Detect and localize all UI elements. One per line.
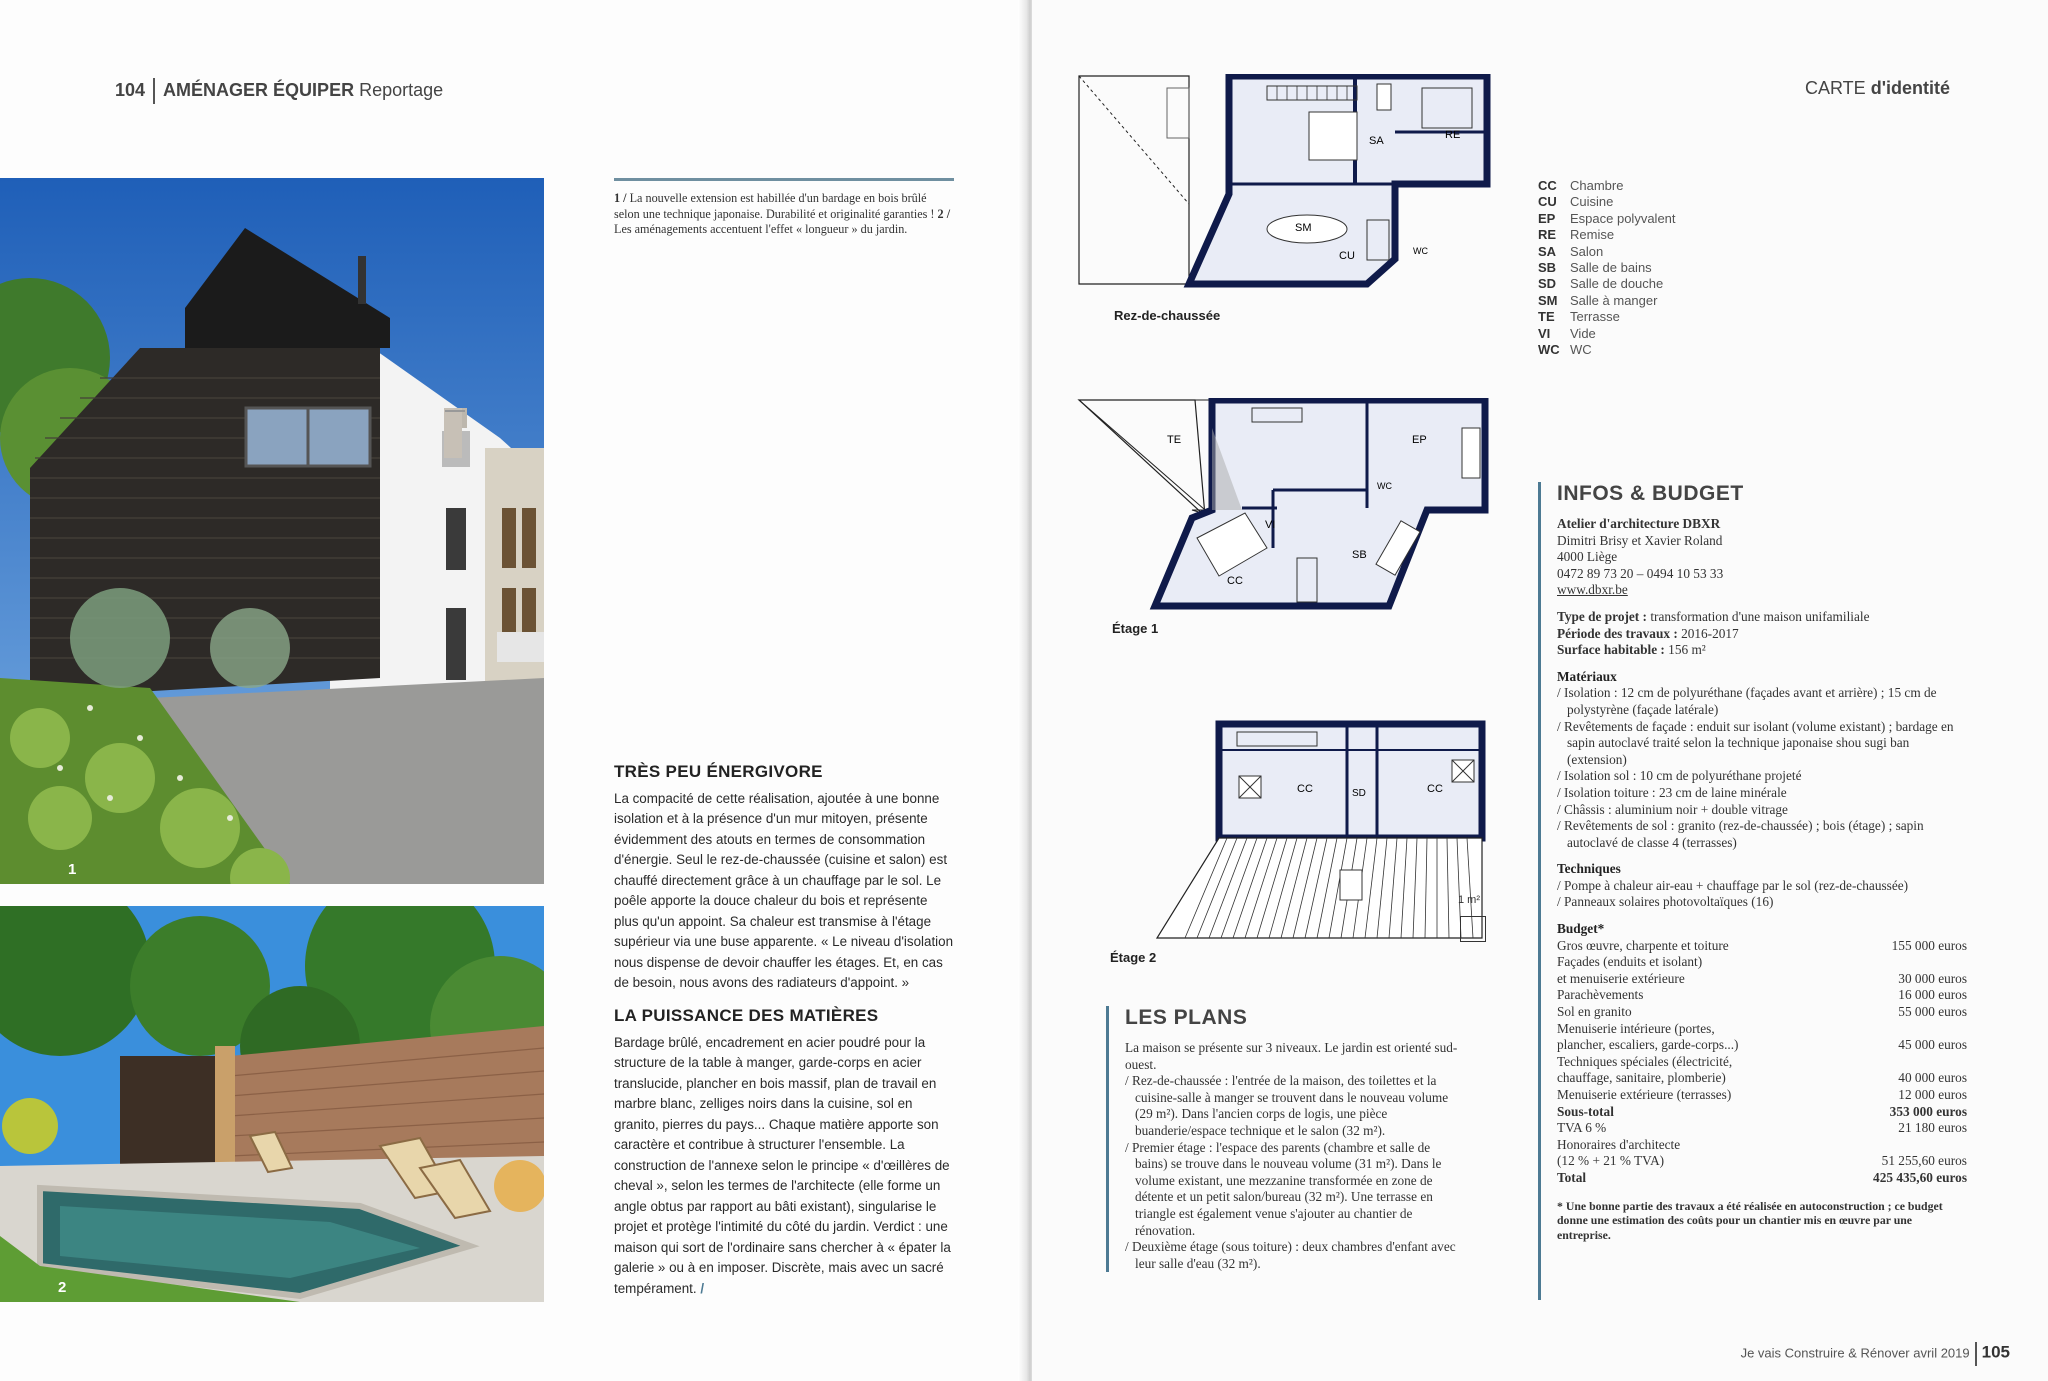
- caption-text-1: La nouvelle extension est habillée d'un bardage en bois brûlé selon une technique japonaise. Durabilité et originalité garanties !: [614, 191, 938, 221]
- budget-amount: 12 000 euros: [1898, 1087, 1967, 1102]
- budget-label: Façades (enduits et isolant): [1557, 954, 1703, 970]
- legend-label: Salon: [1570, 243, 1604, 259]
- techniques-item: / Pompe à chaleur air-eau + chauffage par le sol (rez-de-chaussée): [1557, 877, 1909, 893]
- techniques-item-text: Pompe à chaleur air-eau + chauffage par le sol (rez-de-chaussée): [1564, 877, 1909, 893]
- budget-row: [1557, 1037, 1967, 1054]
- photo-house-exterior: [0, 178, 544, 884]
- section-text-energy: La compacité de cette réalisation, ajoutée à une bonne isolation et à la présence d'un mur mitoyen, présente évidemment des atouts en termes de consommation d'énergie. Seul le rez-de-chaussée (cuisine et salon) est chauffé directement grâce à un chauffage par le sol. Le poêle apporte la douce chaleur du bois et représente plus qu'un appoint. Sa chaleur est transmise à l'étage supérieur via une buse apparente. « Le niveau d'isolation nous dispense de devoir chauffer les étages. Et, en cas de besoin, nous avons des radiateurs d'appoint. »: [614, 790, 954, 990]
- plan-label-ground: Rez-de-chaussée: [1114, 308, 1221, 323]
- techniques-item-text: Panneaux solaires photovoltaïques (16): [1564, 894, 1774, 910]
- section-text-materials: [614, 1033, 954, 1300]
- architect-city: 4000 Liège: [1557, 549, 1618, 565]
- plans-item-text: Deuxième étage (sous toiture) : deux chambres d'enfant avec leur salle d'eau (32 m²).: [1132, 1239, 1456, 1271]
- photo-caption: [614, 178, 954, 238]
- plans-item-text: Rez-de-chaussée : l'entrée de la maison, des toilettes et la cuisine-salle à manger se trouvent dans le nouveau volume (29 m²). Dans l'ancien corps de logis, une pièce buanderie/espace technique et le salon (32 m²).: [1132, 1073, 1449, 1138]
- legend-row: [1538, 194, 1676, 210]
- budget-label: Menuiserie extérieure (terrasses): [1557, 1087, 1732, 1102]
- header-section: AMÉNAGER ÉQUIPER: [163, 79, 355, 100]
- architect-block: [1557, 516, 1967, 599]
- photo-number: 1: [68, 861, 77, 878]
- budget-amount: 155 000 euros: [1891, 937, 1967, 953]
- plan-floor-2: [1077, 720, 1497, 945]
- legend-row: [1538, 227, 1676, 243]
- caption-text-2: Les aménagements accentuent l'effet « longueur » du jardin.: [614, 222, 908, 237]
- photo-number: 2: [58, 1279, 67, 1296]
- budget-label: Sol en granito: [1557, 1004, 1632, 1020]
- plans-item-text: Premier étage : l'espace des parents (chambre et salle de bains) se trouve dans le nouveau volume (31 m²). Dans le volume existant, une mezzanine transformée en zone de détente et un petit salon/bureau (32 m²). Une terrasse en triangle est également venue s'ajouter au chantier de rénovation.: [1132, 1139, 1442, 1238]
- right-page-number: 105: [1981, 1342, 2010, 1362]
- legend-label: Terrasse: [1570, 309, 1620, 325]
- header-subsection: Reportage: [359, 79, 444, 100]
- budget-row: [1557, 938, 1967, 955]
- budget-row: [1557, 1004, 1967, 1021]
- materials-item: / Revêtements de façade : enduit sur isolant (volume existant) ; bardage en sapin autoclavé traité selon la technique japonaise shou sugi ban (extension): [1557, 718, 1954, 767]
- budget-label: Menuiserie intérieure (portes,: [1557, 1020, 1715, 1036]
- budget-label: Parachèvements: [1557, 987, 1644, 1003]
- budget-row: [1557, 987, 1967, 1004]
- materials-item-text: Isolation sol : 10 cm de polyuréthane projeté: [1564, 768, 1802, 784]
- legend-code: SM: [1538, 292, 1558, 308]
- legend-code: TE: [1538, 309, 1555, 325]
- project-surface-value: 156 m²: [1664, 642, 1706, 658]
- plan-ground-floor: [1077, 74, 1497, 294]
- budget-amount: 425 435,60 euros: [1873, 1169, 1967, 1185]
- materials-item: / Châssis : aluminium noir + double vitrage: [1557, 801, 1788, 817]
- room-label-wc: WC: [1413, 246, 1428, 256]
- budget-amount: 353 000 euros: [1889, 1103, 1967, 1119]
- legend-row: [1538, 276, 1676, 292]
- legend-label: Salle à manger: [1570, 292, 1658, 308]
- budget-row: [1557, 1087, 1967, 1104]
- budget-amount: 16 000 euros: [1898, 987, 1967, 1003]
- project-type-label: Type de projet :: [1557, 608, 1647, 624]
- plan-label-floor-1: Étage 1: [1112, 621, 1159, 636]
- room-label-cc-2a: CC: [1297, 783, 1313, 795]
- budget-label: (12 % + 21 % TVA): [1557, 1153, 1665, 1169]
- legend-label: Remise: [1570, 227, 1615, 243]
- legend-row: [1538, 342, 1676, 358]
- materials-item: / Isolation : 12 cm de polyuréthane (façades avant et arrière) ; 15 cm de polystyrène (façade latérale): [1557, 685, 1937, 717]
- legend-code: SB: [1538, 260, 1557, 276]
- legend-code: CU: [1538, 194, 1557, 210]
- infos-title: INFOS & BUDGET: [1557, 482, 1744, 505]
- left-page-number: 104: [115, 79, 146, 100]
- legend-label: Cuisine: [1570, 194, 1614, 210]
- room-label-sb: SB: [1352, 549, 1367, 561]
- section-text-materials-body: Bardage brûlé, encadrement en acier poudré pour la structure de la table à manger, garde-corps en acier translucide, plancher en bois massif, plan de travail en marbre blanc, zelliges noirs dans la cuisine, sol en granito, pierres du pays... Chaque matière apporte son caractère et contribue à structurer l'ensemble. La construction de l'annexe selon le principe « d'œillères de cheval », selon les termes de l'architecte (elle forme un angle obtus par rapport au bâti existant), singularise le projet et protège l'intimité du côté du jardin. Verdict : une maison qui sort de l'ordinaire sans chercher à « épater la galerie » ou à en imposer. Discrète, mais avec un sacré tempérament.: [614, 1034, 951, 1296]
- budget-amount: 51 255,60 euros: [1881, 1153, 1967, 1169]
- room-label-cc-1: CC: [1227, 575, 1243, 587]
- legend-row: [1538, 244, 1676, 260]
- header-identite: d'identité: [1870, 78, 1950, 98]
- budget-label: plancher, escaliers, garde-corps...): [1557, 1037, 1739, 1053]
- budget-row: [1557, 1104, 1967, 1121]
- infos-budget-sidebar: [1538, 482, 1967, 1300]
- project-period-label: Période des travaux :: [1557, 625, 1678, 641]
- techniques-title: Techniques: [1557, 861, 1621, 877]
- room-label-ep: EP: [1412, 434, 1427, 446]
- room-label-re: RE: [1445, 129, 1461, 141]
- budget-label: Honoraires d'architecte: [1557, 1136, 1681, 1152]
- header-carte: CARTE: [1805, 78, 1866, 98]
- garden-illustration: [0, 906, 544, 1302]
- plans-item: / Premier étage : l'espace des parents (chambre et salle de bains) se trouve dans le nouveau volume (31 m²). Dans le volume existant, une mezzanine transformée en zone de détente et un petit salon/bureau (32 m²). Une terrasse en triangle est également venue s'ajouter au chantier de rénovation.: [1125, 1139, 1442, 1238]
- caption-number-2: 2 /: [937, 206, 951, 221]
- materials-item-text: Châssis : aluminium noir + double vitrage: [1564, 801, 1788, 817]
- legend-row: [1538, 326, 1676, 342]
- budget-row: [1557, 1120, 1967, 1137]
- legend-code: CC: [1538, 178, 1557, 193]
- legend-label: WC: [1570, 342, 1592, 358]
- budget-amount: 55 000 euros: [1898, 1004, 1967, 1020]
- room-label-wc-1: WC: [1377, 481, 1392, 491]
- right-header: [1805, 78, 1950, 99]
- house-illustration: [0, 178, 544, 884]
- budget-row: [1557, 971, 1967, 988]
- budget-amount: 21 180 euros: [1898, 1120, 1967, 1136]
- budget-footnote: * Une bonne partie des travaux a été réalisée en autoconstruction ; ce budget donne une estimation des coûts pour un chantier mis en œuvre par une entreprise.: [1557, 1198, 1943, 1242]
- left-header: [115, 78, 443, 104]
- materials-item: / Isolation sol : 10 cm de polyuréthane projeté: [1557, 768, 1802, 784]
- budget-label: chauffage, sanitaire, plomberie): [1557, 1070, 1726, 1086]
- materials-item-text: Isolation : 12 cm de polyuréthane (façades avant et arrière) ; 15 cm de polystyrène (façade latérale): [1564, 685, 1937, 717]
- budget-label: Sous-total: [1557, 1103, 1614, 1119]
- budget-row: [1557, 954, 1967, 971]
- caption-number-1: 1 /: [614, 191, 627, 205]
- header-divider: [153, 78, 155, 104]
- footer-magazine: Je vais Construire & Rénover avril 2019: [1740, 1345, 1970, 1361]
- photo-garden-pool: [0, 906, 544, 1302]
- legend-code: WC: [1538, 342, 1560, 358]
- architect-website-link[interactable]: www.dbxr.be: [1557, 582, 1628, 598]
- plans-item: / Rez-de-chaussée : l'entrée de la maison, des toilettes et la cuisine-salle à manger se trouvent dans le nouveau volume (29 m²). Dans l'ancien corps de logis, une pièce buanderie/espace technique et le salon (32 m²).: [1125, 1073, 1449, 1138]
- article-end-mark: /: [700, 1280, 705, 1296]
- legend-code: RE: [1538, 227, 1557, 243]
- budget-table: [1557, 938, 1967, 1187]
- right-page: [1032, 0, 2048, 1381]
- architect-name: Atelier d'architecture DBXR: [1557, 516, 1721, 531]
- materials-item-text: Revêtements de façade : enduit sur isolant (volume existant) ; bardage en sapin autoclavé traité selon la technique japonaise shou sugi ban (extension): [1564, 718, 1954, 767]
- project-block: [1557, 609, 1967, 659]
- legend-label: Salle de douche: [1570, 276, 1664, 292]
- project-surface-label: Surface habitable :: [1557, 642, 1665, 658]
- right-footer: [1741, 1342, 2010, 1366]
- budget-row: [1557, 1170, 1967, 1187]
- scale-label: 1 m²: [1458, 894, 1480, 906]
- legend-row: [1538, 293, 1676, 309]
- budget-label: Total: [1557, 1169, 1587, 1185]
- section-title-materials: LA PUISSANCE DES MATIÈRES: [614, 1006, 879, 1025]
- plan-legend: [1538, 178, 1676, 358]
- section-title-energy: TRÈS PEU ÉNERGIVORE: [614, 762, 823, 781]
- plans-title: LES PLANS: [1125, 1006, 1248, 1029]
- legend-row: [1538, 178, 1676, 194]
- project-period-value: 2016-2017: [1677, 625, 1739, 641]
- materials-item: / Isolation toiture : 23 cm de laine minérale: [1557, 784, 1787, 800]
- scale-square: [1460, 916, 1486, 942]
- budget-row: [1557, 1054, 1967, 1071]
- architect-people: Dimitri Brisy et Xavier Roland: [1557, 532, 1723, 548]
- room-label-cu: CU: [1339, 250, 1355, 262]
- project-type-value: transformation d'une maison unifamiliale: [1647, 608, 1870, 624]
- budget-label: et menuiserie extérieure: [1557, 970, 1685, 986]
- legend-code: EP: [1538, 210, 1556, 226]
- plan-floor-1: [1077, 398, 1497, 623]
- room-label-vi: VI: [1265, 519, 1276, 531]
- budget-amount: 30 000 euros: [1898, 970, 1967, 986]
- budget-label: Techniques spéciales (électricité,: [1557, 1053, 1733, 1069]
- plan-label-floor-2: Étage 2: [1110, 950, 1157, 965]
- budget-row: [1557, 1137, 1967, 1154]
- legend-row: [1538, 309, 1676, 325]
- article-section-energy: [614, 762, 954, 994]
- legend-code: SA: [1538, 243, 1557, 259]
- budget-row: [1557, 1070, 1967, 1087]
- room-label-sa: SA: [1369, 135, 1384, 147]
- budget-row: [1557, 1153, 1967, 1170]
- plans-intro: La maison se présente sur 3 niveaux. Le jardin est orienté sud-ouest.: [1125, 1040, 1458, 1072]
- legend-code: SD: [1538, 276, 1557, 292]
- legend-label: Chambre: [1570, 178, 1624, 193]
- room-label-te: TE: [1167, 434, 1182, 446]
- legend-label: Vide: [1570, 325, 1596, 341]
- plans-sidebar: [1106, 1006, 1465, 1272]
- footer-divider: [1975, 1342, 1977, 1366]
- budget-label: TVA 6 %: [1557, 1120, 1607, 1136]
- plans-item: / Deuxième étage (sous toiture) : deux chambres d'enfant avec leur salle d'eau (32 m²).: [1125, 1239, 1456, 1271]
- materials-item-text: Isolation toiture : 23 cm de laine minérale: [1564, 784, 1787, 800]
- budget-amount: 45 000 euros: [1898, 1037, 1967, 1053]
- techniques-item: / Panneaux solaires photovoltaïques (16): [1557, 894, 1774, 910]
- article-section-materials: [614, 1006, 954, 1299]
- architect-phone: 0472 89 73 20 – 0494 10 53 33: [1557, 565, 1724, 581]
- room-label-sd: SD: [1352, 788, 1366, 799]
- legend-row: [1538, 211, 1676, 227]
- room-label-cc-2b: CC: [1427, 783, 1443, 795]
- budget-row: [1557, 1021, 1967, 1038]
- room-label-sm: SM: [1295, 222, 1312, 234]
- legend-label: Salle de bains: [1570, 260, 1652, 276]
- budget-amount: 40 000 euros: [1898, 1070, 1967, 1086]
- budget-label: Gros œuvre, charpente et toiture: [1557, 937, 1729, 953]
- materials-title: Matériaux: [1557, 668, 1617, 684]
- materials-item-text: Revêtements de sol : granito (rez-de-chaussée) ; bois (étage) ; sapin autoclavé de classe 4 (terrasses): [1564, 818, 1924, 850]
- legend-label: Espace polyvalent: [1570, 210, 1676, 226]
- legend-code: VI: [1538, 325, 1551, 341]
- materials-item: / Revêtements de sol : granito (rez-de-chaussée) ; bois (étage) ; sapin autoclavé de classe 4 (terrasses): [1557, 818, 1924, 850]
- legend-row: [1538, 260, 1676, 276]
- budget-title: Budget*: [1557, 921, 1605, 937]
